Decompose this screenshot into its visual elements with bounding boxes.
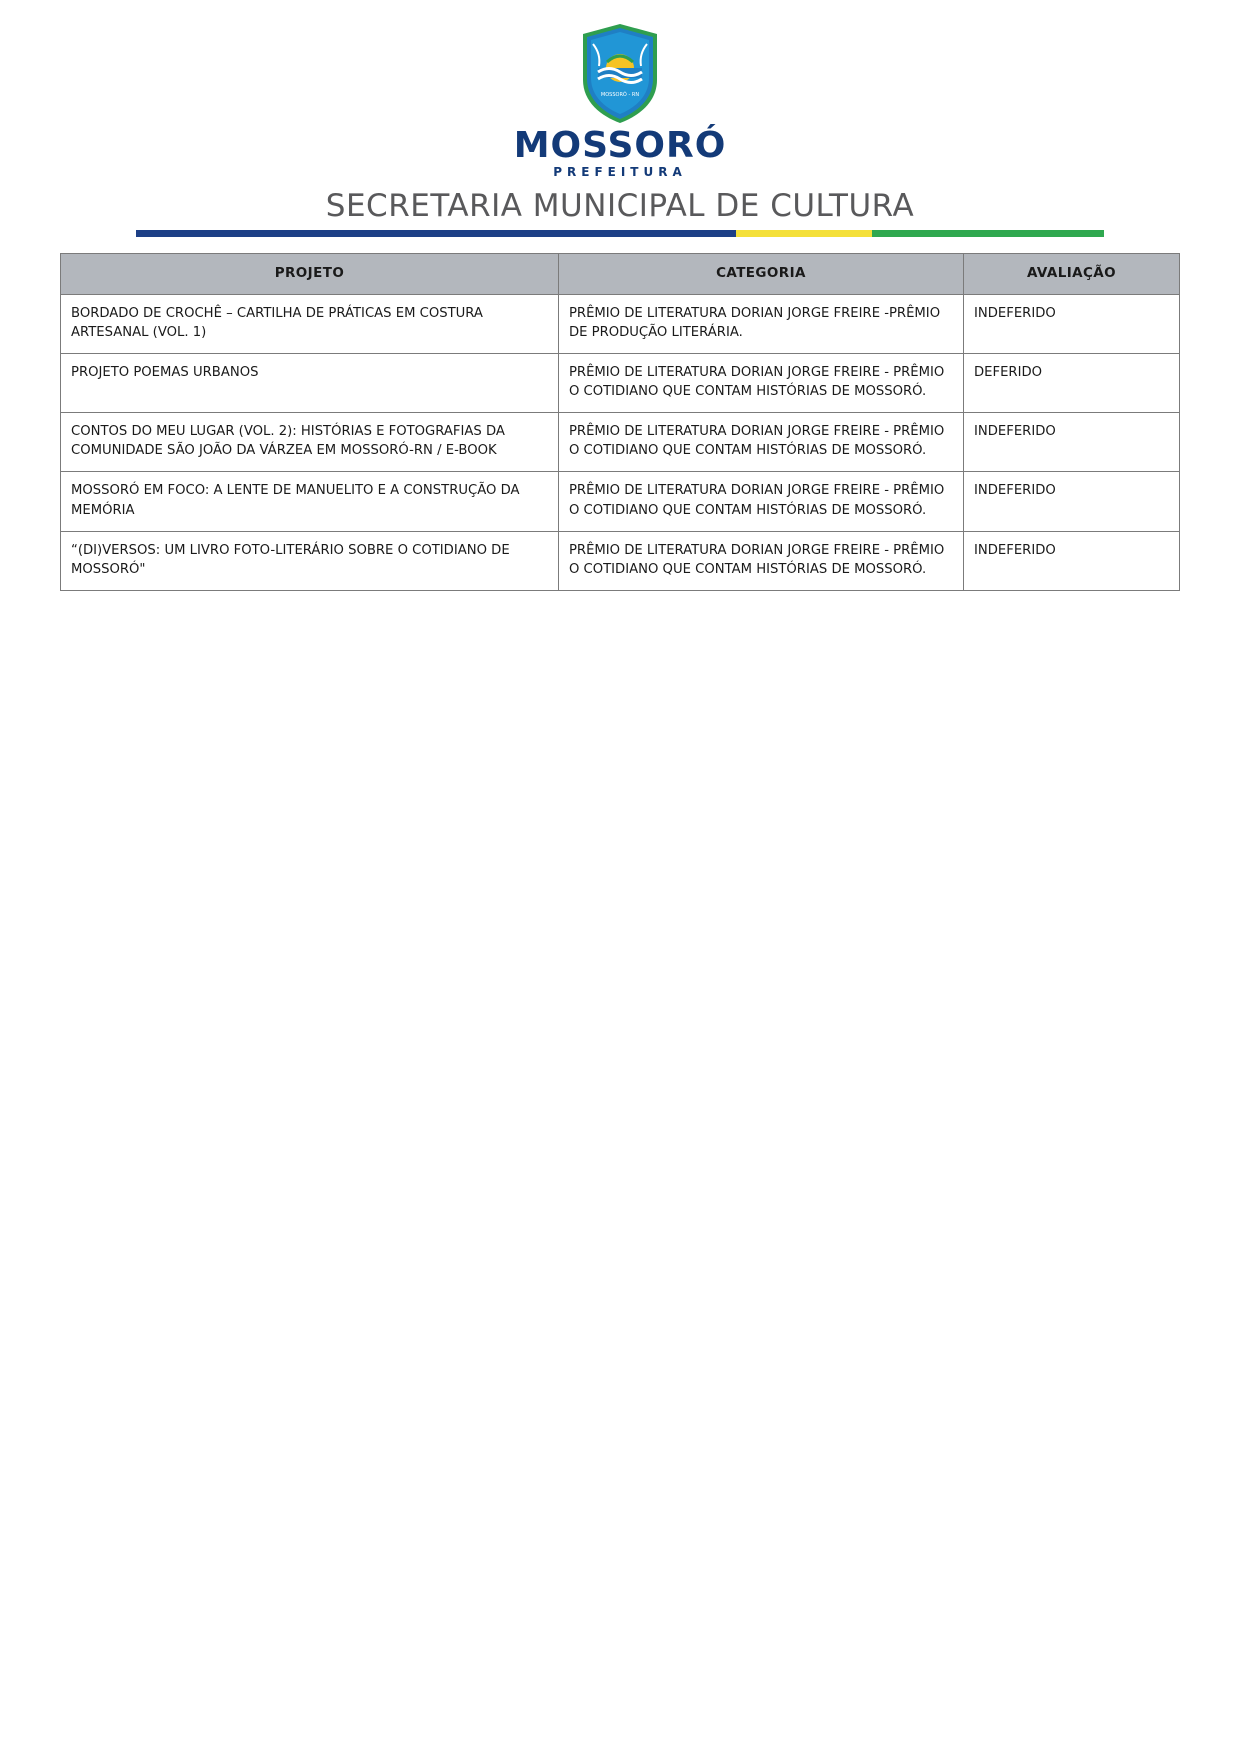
cell-avaliacao: INDEFERIDO [964, 413, 1180, 472]
table-row [61, 413, 1180, 472]
city-wordmark [513, 125, 727, 179]
cell-avaliacao: INDEFERIDO [964, 531, 1180, 590]
header-divider [136, 230, 1104, 237]
cell-projeto: BORDADO DE CROCHÊ – CARTILHA DE PRÁTICAS EM COSTURA ARTESANAL (VOL. 1) [61, 294, 559, 353]
svg-text:MOSSORÓ - RN: MOSSORÓ - RN [600, 92, 640, 98]
cell-projeto: PROJETO POEMAS URBANOS [61, 353, 559, 412]
cell-categoria: PRÊMIO DE LITERATURA DORIAN JORGE FREIRE - PRÊMIO O COTIDIANO QUE CONTAM HISTÓRIAS DE MOSSORÓ. [558, 413, 963, 472]
cell-projeto: MOSSORÓ EM FOCO: A LENTE DE MANUELITO E A CONSTRUÇÃO DA MEMÓRIA [61, 472, 559, 531]
cell-categoria: PRÊMIO DE LITERATURA DORIAN JORGE FREIRE -PRÊMIO DE PRODUÇÃO LITERÁRIA. [558, 294, 963, 353]
cell-avaliacao: DEFERIDO [964, 353, 1180, 412]
divider-segment-yellow [736, 230, 872, 237]
divider-segment-blue [136, 230, 736, 237]
table-row [61, 294, 1180, 353]
department-title: SECRETARIA MUNICIPAL DE CULTURA [325, 188, 915, 224]
projects-table [60, 253, 1180, 591]
cell-categoria: PRÊMIO DE LITERATURA DORIAN JORGE FREIRE - PRÊMIO O COTIDIANO QUE CONTAM HISTÓRIAS DE MOSSORÓ. [558, 353, 963, 412]
document-header [0, 0, 1240, 237]
table-header-row [61, 254, 1180, 295]
city-subtitle: PREFEITURA [553, 165, 687, 179]
column-header-projeto: PROJETO [61, 254, 559, 295]
column-header-categoria: CATEGORIA [558, 254, 963, 295]
coat-of-arms-icon [577, 22, 663, 126]
cell-projeto: “(DI)VERSOS: UM LIVRO FOTO-LITERÁRIO SOBRE O COTIDIANO DE MOSSORÓ" [61, 531, 559, 590]
cell-projeto: CONTOS DO MEU LUGAR (VOL. 2): HISTÓRIAS E FOTOGRAFIAS DA COMUNIDADE SÃO JOÃO DA VÁRZEA EM MOSSORÓ-RN / E-BOOK [61, 413, 559, 472]
column-header-avaliacao: AVALIAÇÃO [964, 254, 1180, 295]
cell-avaliacao: INDEFERIDO [964, 472, 1180, 531]
table-row [61, 472, 1180, 531]
table-row [61, 531, 1180, 590]
cell-categoria: PRÊMIO DE LITERATURA DORIAN JORGE FREIRE - PRÊMIO O COTIDIANO QUE CONTAM HISTÓRIAS DE MOSSORÓ. [558, 531, 963, 590]
table-row [61, 353, 1180, 412]
divider-segment-green [872, 230, 1104, 237]
projects-table-container [60, 253, 1180, 591]
city-name: MOSSORÓ [513, 125, 727, 166]
cell-avaliacao: INDEFERIDO [964, 294, 1180, 353]
cell-categoria: PRÊMIO DE LITERATURA DORIAN JORGE FREIRE - PRÊMIO O COTIDIANO QUE CONTAM HISTÓRIAS DE MOSSORÓ. [558, 472, 963, 531]
